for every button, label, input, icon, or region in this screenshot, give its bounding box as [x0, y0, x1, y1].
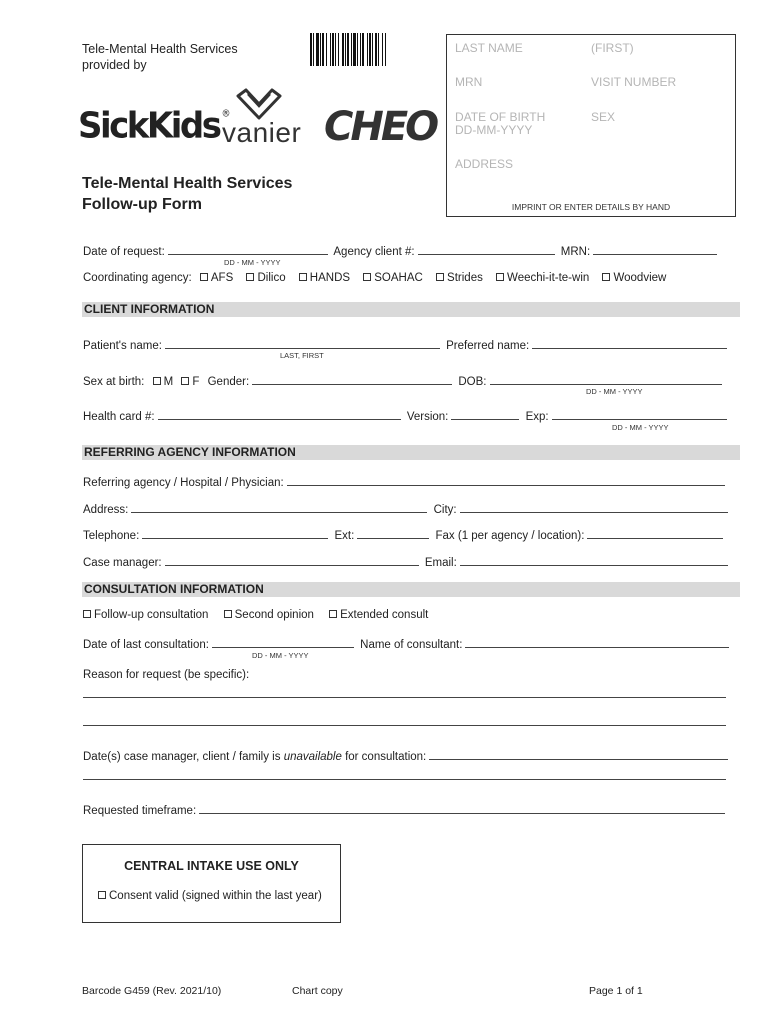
checkbox[interactable]: [436, 273, 444, 281]
ext-label: Ext:: [334, 530, 355, 542]
imprint-address: ADDRESS: [455, 157, 514, 171]
email-label: Email:: [424, 557, 457, 569]
sex-at-birth-label: Sex at birth:: [83, 376, 145, 388]
patient-name-row: [83, 338, 730, 352]
health-card-row: [83, 409, 730, 423]
footer-page-number: Page 1 of 1: [589, 985, 643, 997]
last-consultation-hint: DD - MM - YYYY: [252, 651, 309, 660]
sex-gender-dob-row: [83, 374, 725, 388]
imprint-first: (FIRST): [591, 41, 634, 55]
unavailable-field-line-2[interactable]: [83, 779, 726, 780]
checkbox[interactable]: [98, 891, 106, 899]
gender-field[interactable]: [252, 374, 452, 385]
referring-agency-field[interactable]: [287, 475, 725, 486]
consult-option-follow-up[interactable]: Follow-up consultation: [83, 609, 208, 621]
form-title: [82, 173, 292, 215]
central-intake-title: CENTRAL INTAKE USE ONLY: [124, 859, 299, 873]
client-information-heading: CLIENT INFORMATION: [82, 302, 740, 317]
telephone-row: [83, 528, 726, 542]
consultant-name-label: Name of consultant:: [360, 639, 463, 651]
reason-field-line-2[interactable]: [83, 725, 726, 726]
date-of-request-hint: DD - MM - YYYY: [224, 258, 281, 267]
mrn-field[interactable]: [593, 244, 717, 255]
preferred-name-label: Preferred name:: [446, 340, 530, 352]
dob-label: DOB:: [458, 376, 487, 388]
agency-option-soahac[interactable]: SOAHAC: [363, 272, 423, 284]
imprint-dob-label: DATE OF BIRTH: [455, 110, 546, 124]
checkbox[interactable]: [602, 273, 610, 281]
address-field[interactable]: [131, 502, 427, 513]
checkbox[interactable]: [299, 273, 307, 281]
patient-name-field[interactable]: [165, 338, 440, 349]
imprint-note: IMPRINT OR ENTER DETAILS BY HAND: [511, 202, 671, 212]
exp-hint: DD - MM - YYYY: [612, 423, 669, 432]
consult-option-second-opinion[interactable]: Second opinion: [224, 609, 314, 621]
fax-field[interactable]: [587, 528, 723, 539]
imprint-mrn: MRN: [455, 75, 483, 89]
referring-agency-row: [83, 475, 728, 489]
agency-option-strides[interactable]: Strides: [436, 272, 483, 284]
gender-label: Gender:: [207, 376, 250, 388]
checkbox[interactable]: [329, 610, 337, 618]
imprint-last-name: LAST NAME: [455, 41, 523, 55]
barcode-bar: [386, 33, 387, 66]
fax-label: Fax (1 per agency / location):: [435, 530, 585, 542]
vanier-logo: vanier: [222, 117, 302, 148]
agency-option-dilico[interactable]: Dilico: [246, 272, 285, 284]
patient-imprint-box[interactable]: [446, 34, 736, 217]
checkbox[interactable]: [224, 610, 232, 618]
ext-field[interactable]: [357, 528, 429, 539]
checkbox[interactable]: [496, 273, 504, 281]
consultant-name-field[interactable]: [465, 637, 729, 648]
imprint-dob-format: DD-MM-YYYY: [455, 123, 533, 137]
checkbox[interactable]: [246, 273, 254, 281]
date-of-request-field[interactable]: [168, 244, 328, 255]
agency-client-field[interactable]: [418, 244, 555, 255]
sex-option-f[interactable]: F: [181, 376, 199, 388]
unavailable-field[interactable]: [429, 749, 728, 760]
consent-valid-option[interactable]: Consent valid (signed within the last year): [98, 890, 322, 902]
referring-agency-heading: REFERRING AGENCY INFORMATION: [82, 445, 740, 460]
coordinating-agency-row: [83, 272, 676, 284]
checkbox[interactable]: [153, 377, 161, 385]
form-title-line-1: Tele-Mental Health Services: [82, 175, 293, 192]
telephone-label: Telephone:: [83, 530, 140, 542]
unavailable-label: Date(s) case manager, client / family is unavailable for consultation:: [83, 751, 427, 763]
central-intake-box: [82, 844, 341, 923]
request-row: [83, 244, 720, 258]
provided-line-2: provided by: [82, 58, 147, 72]
unavailable-row: [83, 749, 731, 763]
reason-field-line-1[interactable]: [83, 697, 726, 698]
city-field[interactable]: [460, 502, 728, 513]
health-card-field[interactable]: [158, 409, 401, 420]
form-title-line-2: Follow-up Form: [82, 196, 202, 213]
sex-option-m[interactable]: M: [153, 376, 174, 388]
timeframe-label: Requested timeframe:: [83, 805, 197, 817]
agency-option-afs[interactable]: AFS: [200, 272, 233, 284]
patient-name-hint: LAST, FIRST: [280, 351, 324, 360]
version-label: Version:: [406, 411, 449, 423]
imprint-visit-number: VISIT NUMBER: [591, 75, 677, 89]
footer-barcode-revision: Barcode G459 (Rev. 2021/10): [82, 985, 222, 997]
provided-line-1: Tele-Mental Health Services: [82, 42, 238, 56]
last-consultation-row: [83, 637, 732, 651]
dob-hint: DD - MM - YYYY: [586, 387, 643, 396]
reason-label: Reason for request (be specific):: [83, 669, 250, 681]
barcode-image: [310, 33, 430, 66]
last-consultation-label: Date of last consultation:: [83, 639, 209, 651]
timeframe-field[interactable]: [199, 803, 725, 814]
agency-option-woodview[interactable]: Woodview: [602, 272, 666, 284]
checkbox[interactable]: [181, 377, 189, 385]
agency-client-label: Agency client #:: [333, 246, 415, 258]
telephone-field[interactable]: [142, 528, 328, 539]
date-of-request-label: Date of request:: [83, 246, 165, 258]
coordinating-agency-label: Coordinating agency:: [83, 272, 192, 284]
case-manager-row: [83, 555, 731, 569]
last-consultation-field[interactable]: [212, 637, 354, 648]
dob-field[interactable]: [490, 374, 722, 385]
mrn-label: MRN:: [560, 246, 591, 258]
address-row: [83, 502, 731, 516]
checkbox[interactable]: [363, 273, 371, 281]
version-field[interactable]: [451, 409, 519, 420]
address-label: Address:: [83, 504, 129, 516]
consultation-information-heading: CONSULTATION INFORMATION: [82, 582, 740, 597]
timeframe-row: [83, 803, 728, 817]
agency-option-hands[interactable]: HANDS: [299, 272, 350, 284]
preferred-name-field[interactable]: [532, 338, 727, 349]
footer-chart-copy: Chart copy: [292, 985, 343, 997]
checkbox[interactable]: [83, 610, 91, 618]
consult-option-extended[interactable]: Extended consult: [329, 609, 428, 621]
checkbox[interactable]: [200, 273, 208, 281]
case-manager-label: Case manager:: [83, 557, 162, 569]
sickkids-logo: SickKids ®: [78, 105, 231, 147]
exp-field[interactable]: [552, 409, 727, 420]
imprint-sex: SEX: [591, 110, 616, 124]
referring-agency-label: Referring agency / Hospital / Physician:: [83, 477, 284, 489]
health-card-label: Health card #:: [83, 411, 155, 423]
exp-label: Exp:: [525, 411, 549, 423]
agency-option-weechi[interactable]: Weechi-it-te-win: [496, 272, 589, 284]
case-manager-field[interactable]: [165, 555, 419, 566]
consultation-type-row: [83, 609, 438, 621]
cheo-logo: CHEO: [324, 104, 437, 150]
email-field[interactable]: [460, 555, 728, 566]
provided-by-text: [82, 41, 238, 73]
patient-name-label: Patient's name:: [83, 340, 162, 352]
city-label: City:: [433, 504, 457, 516]
